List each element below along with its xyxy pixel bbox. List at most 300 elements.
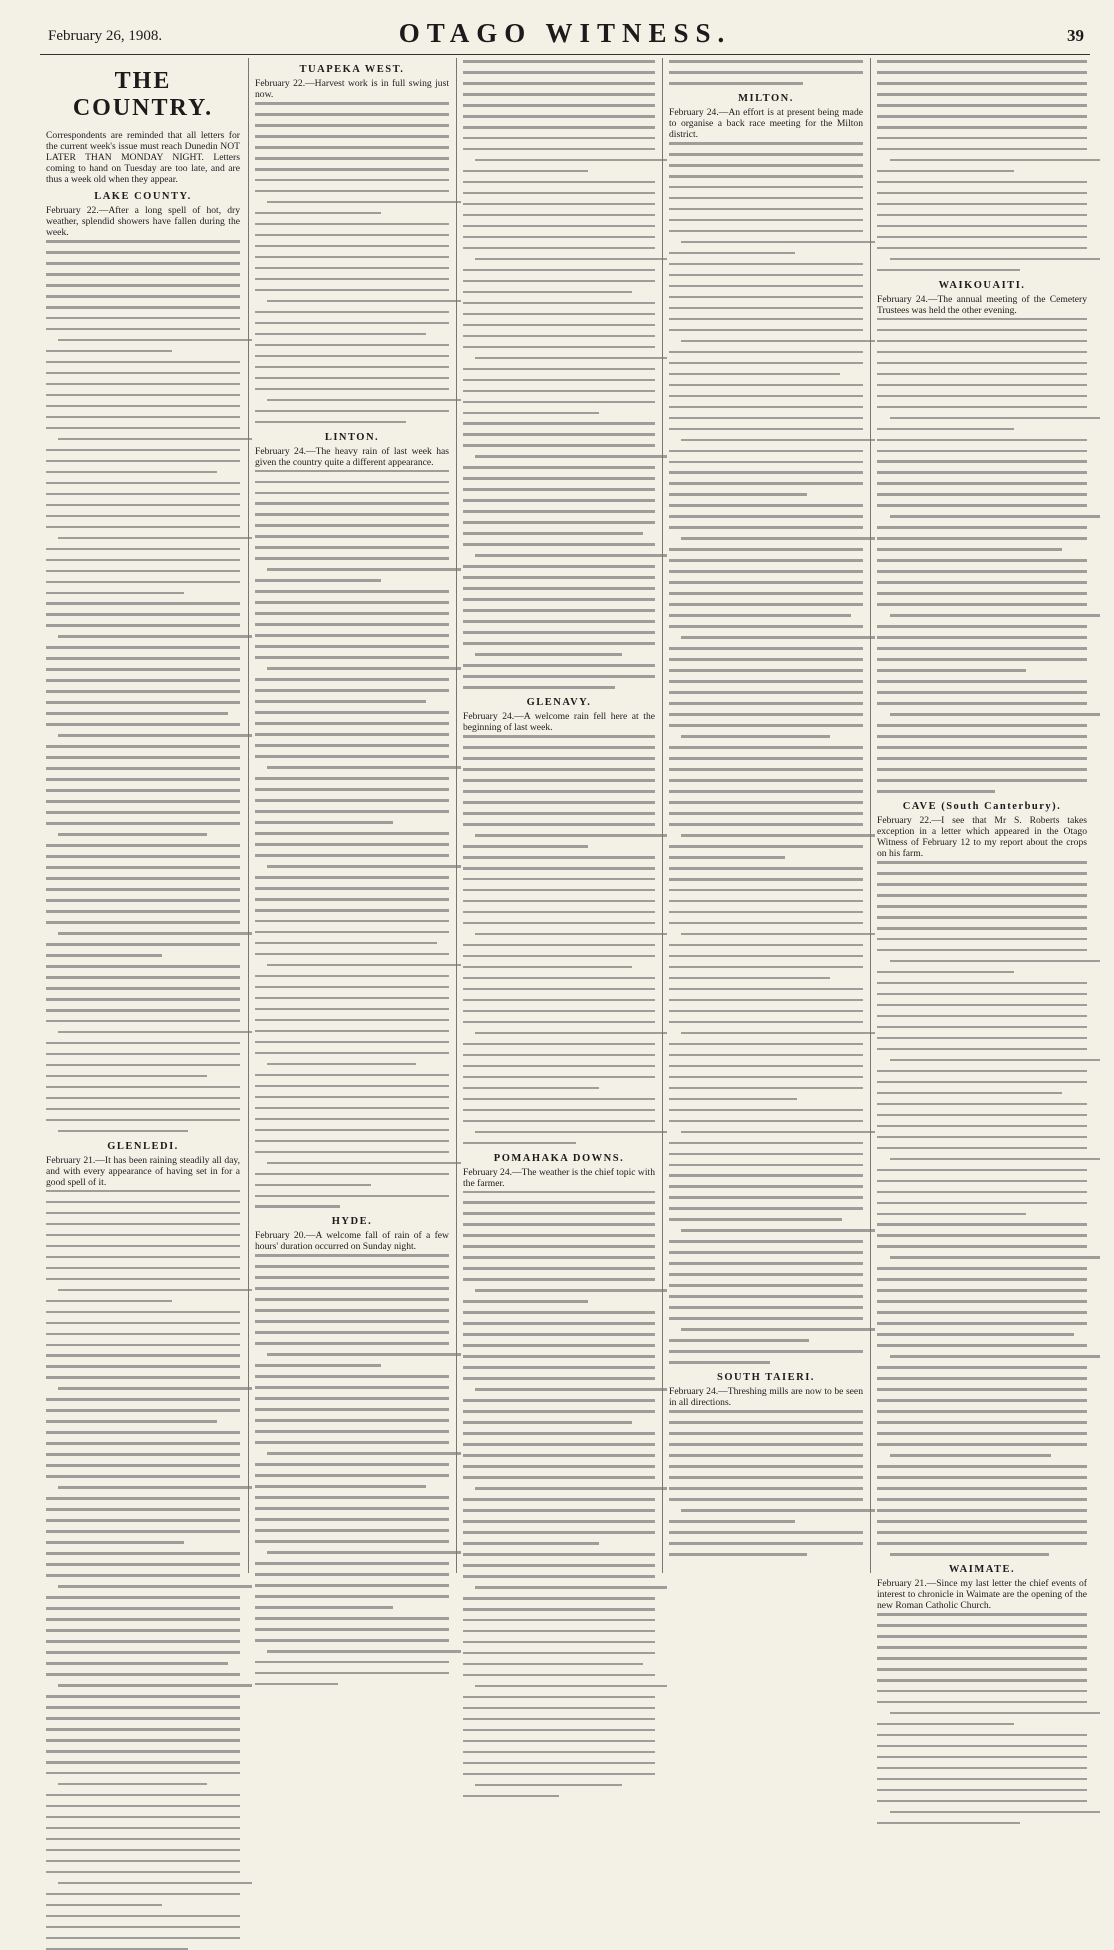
text-line <box>669 1142 863 1145</box>
text-line <box>463 746 655 749</box>
text-line <box>669 581 863 584</box>
text-line <box>669 142 863 145</box>
text-line <box>669 329 863 332</box>
section-body-glenavy <box>463 733 655 1144</box>
section-title-pomahaka-downs: POMAHAKA DOWNS. <box>493 1152 625 1164</box>
text-line <box>669 263 863 266</box>
text-line <box>463 422 655 425</box>
text-line <box>669 1043 863 1046</box>
text-line <box>877 1300 1087 1303</box>
text-line <box>255 289 449 292</box>
text-line <box>877 1180 1087 1183</box>
text-line <box>669 801 863 804</box>
text-line <box>669 955 863 958</box>
text-line <box>255 1617 449 1620</box>
text-line <box>463 379 655 382</box>
text-line <box>669 658 863 661</box>
text-line <box>669 1240 863 1243</box>
text-line <box>255 1496 449 1499</box>
text-line <box>46 1201 240 1204</box>
text-line <box>255 799 449 802</box>
text-line <box>255 579 381 582</box>
text-line <box>877 526 1087 529</box>
text-line <box>877 1789 1087 1792</box>
text-line <box>255 179 449 182</box>
text-line <box>58 537 252 540</box>
text-line <box>877 1289 1087 1292</box>
text-line <box>46 1508 240 1511</box>
text-line <box>890 1454 1052 1457</box>
text-line <box>877 225 1087 228</box>
text-line <box>877 548 1062 551</box>
text-line <box>877 236 1087 239</box>
text-line <box>46 899 240 902</box>
text-line <box>877 384 1087 387</box>
section-title-glenledi: GLENLEDI. <box>107 1140 179 1152</box>
text-line <box>58 1289 252 1292</box>
text-line <box>46 1333 240 1336</box>
text-line <box>681 1328 875 1331</box>
text-line <box>255 344 449 347</box>
text-line <box>890 159 1100 162</box>
text-line <box>46 1607 240 1610</box>
text-line <box>669 1207 863 1210</box>
text-line <box>669 922 863 925</box>
text-line <box>475 1487 667 1490</box>
text-line <box>255 212 381 215</box>
text-line <box>463 1043 655 1046</box>
text-line <box>267 1650 461 1653</box>
text-line <box>463 631 655 634</box>
text-line <box>255 190 449 193</box>
text-line <box>877 592 1087 595</box>
section-body-hyde <box>255 1252 449 1685</box>
text-line <box>669 944 863 947</box>
text-line <box>475 1685 667 1688</box>
text-line <box>669 1153 863 1156</box>
text-line <box>58 1486 252 1489</box>
text-line <box>267 201 461 204</box>
section-lead-south-taieri: February 24.—Threshing mills are now to be seen in all directions. <box>669 1386 863 1409</box>
text-line <box>669 757 863 760</box>
text-line <box>463 1773 655 1776</box>
text-line <box>255 135 449 138</box>
text-line <box>877 1092 1062 1095</box>
text-line <box>463 302 655 305</box>
text-line <box>877 1015 1087 1018</box>
text-line <box>669 1317 863 1320</box>
text-line <box>669 1498 863 1501</box>
text-line <box>255 1683 338 1686</box>
column-2 <box>248 58 455 1573</box>
text-line <box>463 126 655 129</box>
text-line <box>46 460 240 463</box>
text-line <box>877 428 1014 431</box>
text-line <box>681 735 830 738</box>
text-line <box>463 1608 655 1611</box>
text-line <box>46 482 240 485</box>
text-line <box>877 170 1014 173</box>
text-line <box>877 1432 1087 1435</box>
text-line <box>46 800 240 803</box>
text-line <box>877 680 1087 683</box>
section-body-cave <box>877 859 1087 1556</box>
text-line <box>46 811 240 814</box>
text-line <box>877 1767 1087 1770</box>
text-line <box>877 395 1087 398</box>
text-line <box>463 477 655 480</box>
text-line <box>46 471 217 474</box>
text-line <box>463 1366 655 1369</box>
text-line <box>877 1114 1087 1117</box>
text-line <box>46 723 240 726</box>
text-line <box>46 592 184 595</box>
text-line <box>877 1723 1014 1726</box>
section-body-milton <box>669 140 863 1364</box>
text-line <box>877 373 1087 376</box>
text-line <box>46 251 240 254</box>
text-line <box>475 1289 667 1292</box>
text-line <box>255 975 449 978</box>
text-line <box>46 1053 240 1056</box>
text-line <box>669 845 863 848</box>
section-title-waimate: WAIMATE. <box>948 1564 1016 1575</box>
text-line <box>463 1234 655 1237</box>
text-line <box>463 93 655 96</box>
text-line <box>46 1020 240 1023</box>
text-line <box>877 1679 1087 1682</box>
text-line <box>669 856 785 859</box>
text-line <box>463 1399 655 1402</box>
text-line <box>58 438 252 441</box>
text-line <box>681 439 875 442</box>
text-line <box>46 690 240 693</box>
text-line <box>46 1344 240 1347</box>
text-line <box>46 493 240 496</box>
text-line <box>255 1342 449 1345</box>
text-line <box>255 1540 449 1543</box>
text-line <box>46 1365 240 1368</box>
text-line <box>475 1032 667 1035</box>
text-line <box>877 493 1087 496</box>
text-line <box>877 603 1087 606</box>
text-line <box>877 1657 1087 1660</box>
text-line <box>669 373 840 376</box>
text-line <box>877 1498 1087 1501</box>
text-line <box>877 1136 1087 1139</box>
page-title: THE COUNTRY. <box>72 68 214 121</box>
text-line <box>669 603 863 606</box>
text-line <box>877 647 1087 650</box>
text-line <box>463 565 655 568</box>
text-line <box>463 115 655 118</box>
text-line <box>475 554 667 557</box>
text-line <box>877 1202 1087 1205</box>
text-line <box>46 570 240 573</box>
text-line <box>58 734 252 737</box>
text-line <box>255 1320 449 1323</box>
section-title-cave: CAVE (South Canterbury). <box>902 801 1062 812</box>
text-line <box>669 867 863 870</box>
text-line <box>669 691 863 694</box>
text-line <box>877 1734 1087 1737</box>
text-line <box>669 812 863 815</box>
text-line <box>877 1421 1087 1424</box>
text-line <box>463 1278 655 1281</box>
text-line <box>669 1465 863 1468</box>
text-line <box>255 1419 449 1422</box>
text-line <box>46 1915 240 1918</box>
text-line <box>463 1564 655 1567</box>
text-line <box>46 1695 240 1698</box>
text-line <box>267 1162 461 1165</box>
text-line <box>463 1421 632 1424</box>
text-line <box>669 1218 842 1221</box>
text-line <box>877 1081 1087 1084</box>
text-line <box>669 274 863 277</box>
text-line <box>255 1397 449 1400</box>
text-line <box>463 1729 655 1732</box>
text-line <box>877 450 1087 453</box>
text-line <box>669 1098 797 1101</box>
text-line <box>255 942 437 945</box>
text-line <box>58 1387 252 1390</box>
text-line <box>463 620 655 623</box>
text-line <box>669 230 863 233</box>
text-line <box>877 1399 1087 1402</box>
text-line <box>46 1267 240 1270</box>
section-body-pomahaka-downs <box>463 1189 655 1798</box>
text-line <box>475 258 667 261</box>
text-line <box>46 1794 240 1797</box>
text-line <box>463 955 655 958</box>
text-line <box>669 186 863 189</box>
text-line <box>463 1575 655 1578</box>
text-line <box>877 1366 1087 1369</box>
text-line <box>463 203 655 206</box>
text-line <box>877 1668 1087 1671</box>
text-line <box>46 1108 240 1111</box>
text-line <box>877 938 1087 941</box>
text-line <box>669 1087 863 1090</box>
text-line <box>463 1718 655 1721</box>
text-line <box>669 471 863 474</box>
text-line <box>46 394 240 397</box>
text-line <box>46 701 240 704</box>
text-line <box>255 535 449 538</box>
text-line <box>463 1212 655 1215</box>
correspondents-notice: Correspondents are reminded that all letters for the current week's issue must reach Dunedin NOT LATER THAN MONDAY NIGHT. Letters coming to hand on Tuesday are too late, and are thus a week old when they appear. <box>46 130 240 185</box>
text-line <box>877 1278 1087 1281</box>
text-line <box>890 1811 1100 1814</box>
issue-date: February 26, 1908. <box>48 28 163 44</box>
text-line <box>681 636 875 639</box>
text-line <box>877 137 1087 140</box>
text-line <box>46 1827 240 1830</box>
text-line <box>46 613 240 616</box>
text-line <box>267 667 461 670</box>
text-line <box>46 1420 217 1423</box>
text-line <box>463 1065 655 1068</box>
text-line <box>463 900 655 903</box>
text-line <box>255 1661 449 1664</box>
text-line <box>255 223 449 226</box>
text-line <box>255 931 449 934</box>
text-line <box>267 1551 461 1554</box>
text-line <box>877 1520 1087 1523</box>
text-line <box>463 1201 655 1204</box>
text-line <box>669 1339 809 1342</box>
text-line <box>877 927 1087 930</box>
text-line <box>255 557 449 560</box>
text-line <box>463 1740 655 1743</box>
newspaper-title: OTAGO WITNESS. <box>398 18 732 48</box>
text-line <box>463 1311 655 1314</box>
text-line <box>46 328 240 331</box>
text-line <box>46 1893 240 1896</box>
text-line <box>255 481 449 484</box>
text-line <box>255 410 449 413</box>
text-line <box>463 911 655 914</box>
text-line <box>58 1130 188 1133</box>
section-body-waimate <box>877 1611 1087 1824</box>
text-line <box>267 1452 461 1455</box>
text-line <box>877 1245 1087 1248</box>
text-line <box>255 146 449 149</box>
text-line <box>255 168 449 171</box>
text-line <box>46 548 240 551</box>
text-line <box>681 537 875 540</box>
text-line <box>463 181 655 184</box>
text-line <box>255 1205 340 1208</box>
text-line <box>463 1751 655 1754</box>
text-line <box>46 526 240 529</box>
text-line <box>463 790 655 793</box>
text-line <box>669 1454 863 1457</box>
text-line <box>255 601 449 604</box>
section-body-linton <box>255 468 449 1209</box>
text-line <box>877 1388 1087 1391</box>
text-line <box>267 568 461 571</box>
text-line <box>255 810 449 813</box>
section-lead-waimate: February 21.—Since my last letter the chief events of interest to chronicle in Waimate are the opening of the new Roman Catholic Church. <box>877 1578 1087 1611</box>
text-line <box>877 1048 1087 1051</box>
text-line <box>463 587 655 590</box>
text-line <box>463 510 655 513</box>
section-lead-hyde: February 20.—A welcome fall of rain of a few hours' duration occurred on Sunday night. <box>255 1230 449 1253</box>
text-line <box>463 71 655 74</box>
text-line <box>255 1485 426 1488</box>
text-line <box>46 1750 240 1753</box>
text-line <box>463 412 599 415</box>
text-line <box>46 1761 240 1764</box>
text-line <box>877 1745 1087 1748</box>
text-line <box>877 993 1087 996</box>
text-line <box>463 543 655 546</box>
text-line <box>255 1628 449 1631</box>
text-line <box>46 306 240 309</box>
text-line <box>267 865 461 868</box>
text-line <box>463 1630 655 1633</box>
text-line <box>463 735 655 738</box>
section-title-glenavy: GLENAVY. <box>526 697 592 709</box>
text-line <box>877 192 1087 195</box>
text-line <box>669 592 863 595</box>
text-line <box>669 71 863 74</box>
text-line <box>46 1816 240 1819</box>
text-line <box>46 1234 240 1237</box>
text-line <box>463 812 655 815</box>
text-line <box>255 788 449 791</box>
text-line <box>669 1476 863 1479</box>
text-line <box>46 1497 240 1500</box>
text-line <box>255 311 449 314</box>
text-line <box>463 1498 655 1501</box>
text-line <box>669 417 863 420</box>
text-line <box>877 1443 1087 1446</box>
text-line <box>877 214 1087 217</box>
text-line <box>255 1474 449 1477</box>
text-line <box>877 669 1026 672</box>
text-line <box>463 1674 655 1677</box>
text-line <box>669 999 863 1002</box>
text-line <box>46 1075 207 1078</box>
text-line <box>669 1531 863 1534</box>
text-line <box>669 823 863 826</box>
text-line <box>255 1173 449 1176</box>
text-line <box>877 1070 1087 1073</box>
text-line <box>46 449 240 452</box>
text-line <box>877 559 1087 562</box>
text-line <box>267 399 461 402</box>
section-lead-glenledi: February 21.—It has been raining steadily all day, and with every appearance of having set in for a good spell of it. <box>46 1154 240 1188</box>
text-line <box>463 1553 655 1556</box>
text-line <box>255 755 449 758</box>
text-line <box>46 888 240 891</box>
text-line <box>463 324 655 327</box>
text-line <box>255 124 449 127</box>
text-line <box>669 384 863 387</box>
text-line <box>463 1795 559 1798</box>
text-line <box>475 834 667 837</box>
text-line <box>669 889 863 892</box>
text-line <box>877 203 1087 206</box>
section-title-tuapeka-west: TUAPEKA WEST. <box>299 64 405 75</box>
text-line <box>255 634 449 637</box>
section-lead-linton: February 24.—The heavy rain of last week has given the country quite a different appearance. <box>255 445 449 468</box>
text-line <box>255 1041 449 1044</box>
text-line <box>46 1278 240 1281</box>
text-line <box>58 1031 252 1034</box>
text-line <box>255 421 406 424</box>
text-line <box>255 1298 449 1301</box>
text-line <box>46 1519 240 1522</box>
text-line <box>681 241 875 244</box>
text-line <box>669 570 863 573</box>
text-line <box>463 269 655 272</box>
text-line <box>463 82 655 85</box>
text-line <box>669 702 863 705</box>
text-line <box>669 406 863 409</box>
text-line <box>877 691 1087 694</box>
text-line <box>463 1641 655 1644</box>
text-line <box>877 757 1087 760</box>
text-line <box>255 1184 371 1187</box>
text-line <box>463 823 655 826</box>
text-line <box>46 416 240 419</box>
text-line <box>58 1684 252 1687</box>
continued-text-top-right <box>877 58 1087 271</box>
